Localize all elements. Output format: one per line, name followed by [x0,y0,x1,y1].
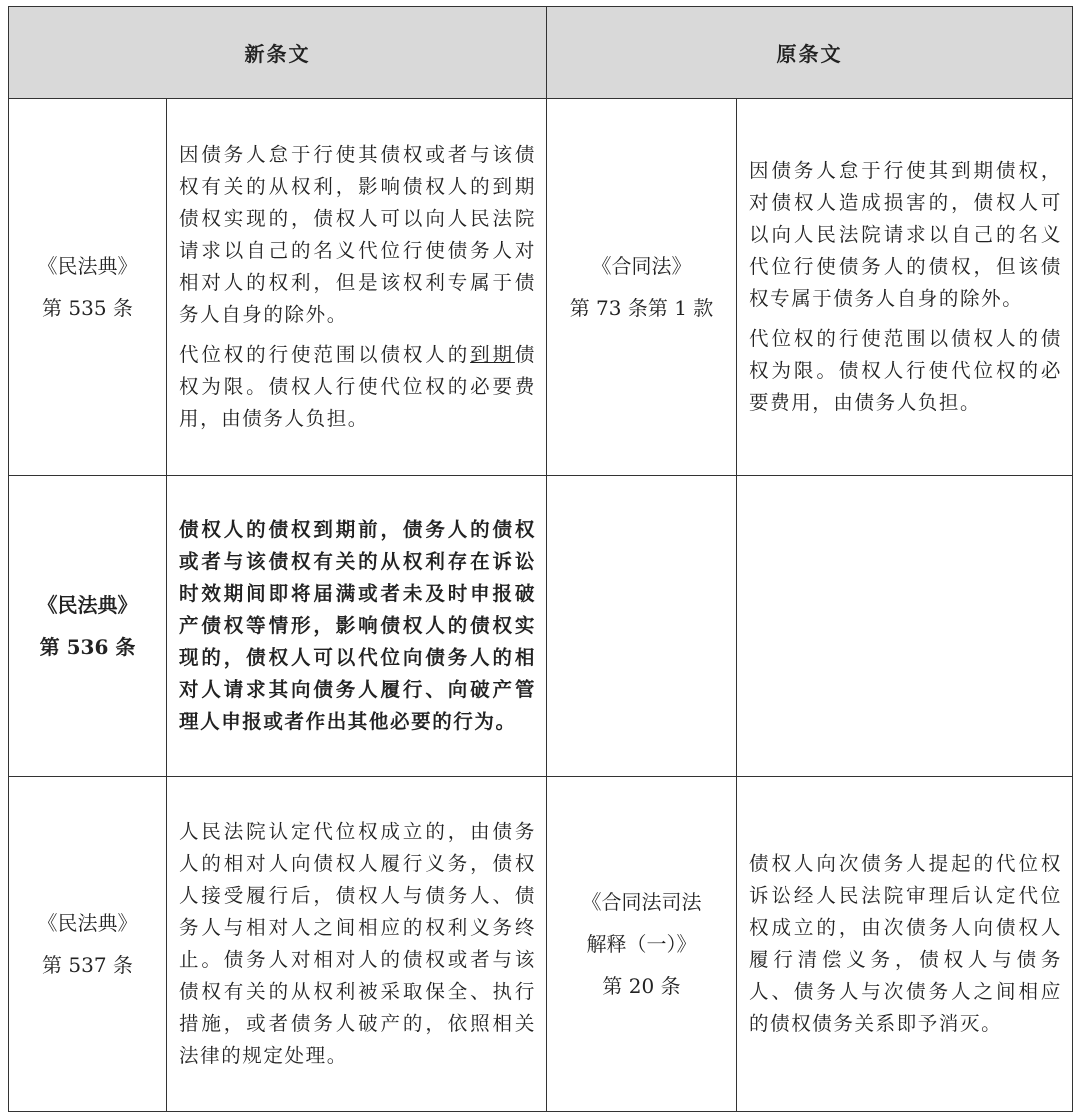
old-article-ref-empty [547,476,737,777]
new-article-text [167,99,547,476]
table-row [9,99,1073,476]
paragraph [179,339,536,435]
paragraph: 因债务人怠于行使其债权或者与该债权有关的从权利，影响债权人的到期债权实现的，债权人可以向人民法院请求以自己的名义代位行使债务人对相对人的权利，但是该权利专属于债务人自身的除外。 [179,143,536,326]
code-name: 《民法典》 [37,593,138,617]
old-article-ref [547,99,737,476]
new-article-text [167,777,547,1112]
article-number: 第 73 条第 1 款 [569,296,714,320]
code-name-cont: 解释（一）》 [586,932,697,956]
paragraph: 人民法院认定代位权成立的，由债务人的相对人向债权人履行义务，债权人接受履行后，债权人与债务人、债务人与相对人之间相应的权利义务终止。债务人对相对人的债权或者与该债权有关的从权利被采取保全、执行措施，或者债务人破产的，依照相关法律的规定处理。 [179,820,536,1067]
text-segment: 代位权的行使范围以债权人的 [179,343,471,366]
table-row [9,777,1073,1112]
new-article-ref [9,476,167,777]
table-header-row [9,7,1073,99]
code-name: 《民法典》 [37,911,138,935]
article-number: 第 536 条 [39,635,136,659]
old-article-text [737,99,1073,476]
article-number: 第 20 条 [602,974,681,998]
comparison-table [8,6,1073,1112]
header-original-articles: 原条文 [547,7,1073,99]
old-article-text [737,777,1073,1112]
new-article-text [167,476,547,777]
code-name: 《合同法》 [591,254,692,278]
article-number: 第 535 条 [42,296,133,320]
old-article-ref [547,777,737,1112]
paragraph: 因债务人怠于行使其到期债权，对债权人造成损害的，债权人可以向人民法院请求以自己的名义代位行使债务人的债权，但该债权专属于债务人自身的除外。 [749,159,1062,310]
code-name: 《合同法司法 [581,890,702,914]
underlined-text: 到期 [470,343,515,366]
text-segment: 债权为限。债权人行使代位权的必要费用，由债务人负担。 [179,343,536,430]
table-row [9,476,1073,777]
code-name: 《民法典》 [37,254,138,278]
paragraph: 债权人的债权到期前，债务人的债权或者与该债权有关的从权利存在诉讼时效期间即将届满或者未及时申报破产债权等情形，影响债权人的债权实现的，债权人可以代位向债务人的相对人请求其向债务人履行、向破产管理人申报或者作出其他必要的行为。 [179,518,536,733]
header-new-articles: 新条文 [9,7,547,99]
article-number: 第 537 条 [42,953,133,977]
paragraph: 债权人向次债务人提起的代位权诉讼经人民法院审理后认定代位权成立的，由次债务人向债权人履行清偿义务，债权人与债务人、债务人与次债务人之间相应的债权债务关系即予消灭。 [749,852,1062,1035]
new-article-ref [9,777,167,1112]
paragraph: 代位权的行使范围以债权人的债权为限。债权人行使代位权的必要费用，由债务人负担。 [749,327,1062,414]
old-article-text-empty [737,476,1073,777]
new-article-ref [9,99,167,476]
